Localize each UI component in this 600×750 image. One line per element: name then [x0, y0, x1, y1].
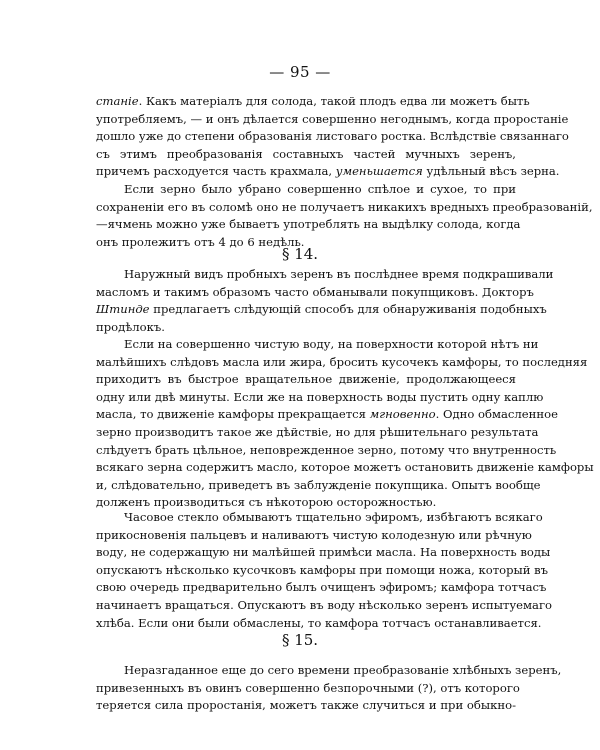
paragraph-4: [96, 336, 594, 512]
text-line: Неразгаданное еще до сего времени преобразованіе хлѣбныхъ зеренъ,: [124, 663, 562, 677]
text-line: зерно производитъ такое же дѣйствіе, но для рѣшительнаго результата: [96, 424, 539, 439]
text-line: Наружный видъ пробныхъ зеренъ въ послѣднее время подкрашивали: [124, 267, 554, 281]
italic-word: мгновенно: [369, 407, 436, 422]
paragraph-6: [96, 662, 562, 715]
page-number: — 95 —: [269, 63, 331, 81]
text-line: онъ пролежитъ отъ 4 до 6 недѣль.: [96, 234, 305, 249]
text-line: дошло уже до степени образованія листоваго ростка. Вслѣдствіе связаннаго: [96, 129, 569, 144]
text-line: приходитъ въ быстрое вращательное движеніе, продолжающееся: [96, 372, 516, 387]
text-line: [96, 406, 558, 424]
text-line: Если зерно было убрано совершенно спѣлое и сухое, то при: [124, 182, 516, 196]
text-span: масла, то движеніе камфоры прекращается: [96, 407, 370, 422]
section-heading-14: § 14.: [281, 245, 319, 263]
italic-word: Штинде: [96, 302, 150, 317]
text-line: продѣлокъ.: [96, 319, 165, 334]
section-heading-15: § 15.: [281, 631, 319, 649]
text-line: хлѣба. Если они были обмаслены, то камфора тотчасъ останавливается.: [96, 615, 542, 630]
paragraph-1: [96, 93, 569, 181]
text-line: прикосновенія пальцевъ и наливаютъ чистую колодезную или рѣчную: [96, 527, 532, 542]
text-line: масломъ и такимъ образомъ часто обманывали покупщиковъ. Докторъ: [96, 284, 534, 299]
text-line: [96, 93, 530, 111]
text-line: опускаютъ нѣсколько кусочковъ камфоры при помощи ножа, который въ: [96, 562, 549, 577]
text-span: причемъ расходуется часть крахмала,: [96, 164, 336, 179]
text-span: удѣльный вѣсъ зерна.: [422, 164, 560, 179]
italic-word: станіе: [96, 94, 139, 108]
text-line: одну или двѣ минуты. Если же на поверхность воды пустить одну каплю: [96, 389, 544, 404]
text-line: и, слѣдовательно, приведетъ въ заблужденіе покупщика. Опытъ вообще: [96, 477, 541, 492]
text-line: свою очередь предварительно былъ очищенъ эфиромъ; камфора тотчасъ: [96, 580, 547, 595]
paragraph-5: [96, 509, 553, 632]
text-line: теряется сила проростанія, можетъ также случиться и при обыкно-: [96, 698, 516, 713]
paragraph-2: [96, 181, 593, 251]
text-span: . Одно обмасленное: [435, 407, 558, 422]
text-line: долженъ производиться съ нѣкоторою осторожностью.: [96, 495, 437, 510]
text-line: привезенныхъ въ овинъ совершенно безпорочными (?), отъ которого: [96, 680, 520, 695]
text-line: малѣйшихъ слѣдовъ масла или жира, бросить кусочекъ камфоры, то последняя: [96, 354, 588, 369]
italic-word: уменьшается: [335, 164, 423, 179]
text-line: начинаетъ вращаться. Опускаютъ въ воду нѣсколько зеренъ испытуемаго: [96, 597, 553, 612]
text-line: [96, 163, 560, 181]
text-line: Если на совершенно чистую воду, на поверхности которой нѣтъ ни: [124, 337, 539, 351]
text-span: предлагаетъ слѣдующій способъ для обнаруживанія подобныхъ: [149, 302, 547, 317]
text-line: всякаго зерна содержитъ масло, которое можетъ остановить движеніе камфоры: [96, 460, 594, 475]
text-span: . Какъ матеріалъ для солода, такой плодъ едва ли можетъ быть: [138, 94, 530, 108]
text-line: [96, 301, 547, 319]
text-line: Часовое стекло обмываютъ тщательно эфиромъ, избѣгаютъ всякаго: [124, 510, 543, 524]
text-line: воду, не содержащую ни малѣйшей примѣси масла. На поверхность воды: [96, 545, 551, 560]
text-line: —ячмень можно уже бываетъ употреблять на выдѣлку солода, когда: [96, 217, 521, 232]
text-line: съ этимъ преобразованія составныхъ частей мучныхъ зеренъ,: [96, 146, 516, 161]
text-line: употребляемъ, — и онъ дѣлается совершенно негоднымъ, когда проростаніе: [96, 111, 569, 126]
paragraph-3: [96, 266, 554, 336]
text-line: сохраненіи его въ соломѣ оно не получаетъ никакихъ вредныхъ преобразованій,: [96, 199, 593, 214]
text-line: слѣдуетъ брать цѣльное, неповрежденное зерно, потому что внутренность: [96, 442, 557, 457]
